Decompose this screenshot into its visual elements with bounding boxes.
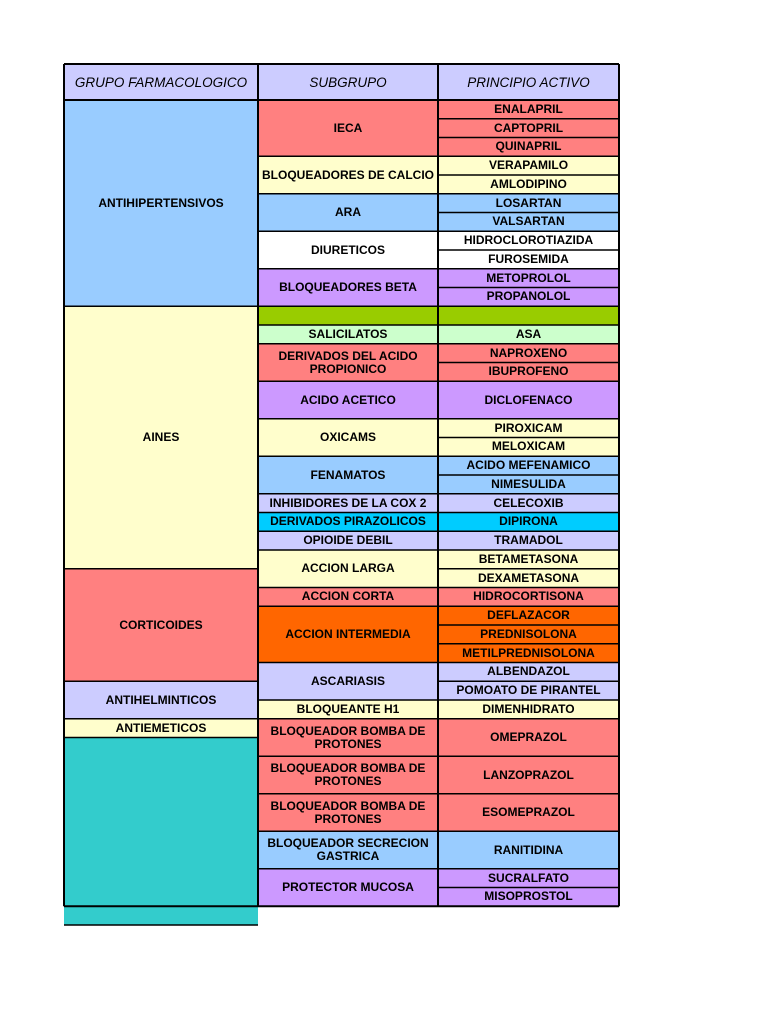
- group-cell: ANTIEMETICOS: [64, 719, 258, 738]
- active-ingredient-cell: ALBENDAZOL: [438, 663, 619, 682]
- active-ingredient-cell: ASA: [438, 325, 619, 344]
- column-header: SUBGRUPO: [258, 64, 438, 100]
- active-ingredient-cell: PIROXICAM: [438, 419, 619, 438]
- subgroup-cell: ACCION LARGA: [258, 550, 438, 588]
- active-ingredient-cell: DEXAMETASONA: [438, 569, 619, 588]
- subgroup-cell: BLOQUEADOR SECRECION GASTRICA: [258, 831, 438, 869]
- active-ingredient-cell: VERAPAMILO: [438, 156, 619, 175]
- active-ingredient-cell: RANITIDINA: [438, 831, 619, 869]
- active-ingredient-cell: POMOATO DE PIRANTEL: [438, 681, 619, 700]
- active-ingredient-cell: METOPROLOL: [438, 269, 619, 288]
- active-ingredient-cell: PROPANOLOL: [438, 288, 619, 307]
- active-ingredient-cell: DIMENHIDRATO: [438, 700, 619, 719]
- subgroup-cell: BLOQUEADORES DE CALCIO: [258, 156, 438, 194]
- active-ingredient-cell: IBUPROFENO: [438, 363, 619, 382]
- active-ingredient-cell: AMLODIPINO: [438, 175, 619, 194]
- active-ingredient-cell: METILPREDNISOLONA: [438, 644, 619, 663]
- group-cell: AINES: [64, 306, 258, 569]
- subgroup-cell: SALICILATOS: [258, 325, 438, 344]
- active-ingredient-cell: MELOXICAM: [438, 438, 619, 457]
- active-ingredient-cell: ENALAPRIL: [438, 100, 619, 119]
- group-cell: ANTIHIPERTENSIVOS: [64, 100, 258, 306]
- active-ingredient-cell: FUROSEMIDA: [438, 250, 619, 269]
- subgroup-cell: BLOQUEADOR BOMBA DE PROTONES: [258, 756, 438, 794]
- active-ingredient-cell: DIPIRONA: [438, 513, 619, 532]
- active-ingredient-cell: QUINAPRIL: [438, 138, 619, 157]
- subgroup-cell: DERIVADOS PIRAZOLICOS: [258, 513, 438, 532]
- subgroup-cell: ACIDO ACETICO: [258, 381, 438, 419]
- subgroup-cell: ACCION INTERMEDIA: [258, 606, 438, 662]
- active-ingredient-cell: BETAMETASONA: [438, 550, 619, 569]
- active-ingredient-cell: ESOMEPRAZOL: [438, 794, 619, 832]
- active-ingredient-cell: NAPROXENO: [438, 344, 619, 363]
- subgroup-cell: INHIBIDORES DE LA COX 2: [258, 494, 438, 513]
- active-ingredient-cell: ACIDO MEFENAMICO: [438, 456, 619, 475]
- subgroup-cell: BLOQUEADORES BETA: [258, 269, 438, 307]
- subgroup-cell: DIURETICOS: [258, 231, 438, 269]
- subgroup-cell: ARA: [258, 194, 438, 232]
- active-ingredient-cell: MISOPROSTOL: [438, 888, 619, 907]
- subgroup-cell: [258, 306, 438, 325]
- subgroup-cell: OXICAMS: [258, 419, 438, 457]
- column-header: PRINCIPIO ACTIVO: [438, 64, 619, 100]
- subgroup-cell: BLOQUEADOR BOMBA DE PROTONES: [258, 719, 438, 757]
- subgroup-cell: ACCION CORTA: [258, 588, 438, 607]
- active-ingredient-cell: SUCRALFATO: [438, 869, 619, 888]
- subgroup-cell: IECA: [258, 100, 438, 156]
- subgroup-cell: PROTECTOR MUCOSA: [258, 869, 438, 907]
- active-ingredient-cell: VALSARTAN: [438, 213, 619, 232]
- active-ingredient-cell: LOSARTAN: [438, 194, 619, 213]
- subgroup-cell: DERIVADOS DEL ACIDO PROPIONICO: [258, 344, 438, 382]
- active-ingredient-cell: PREDNISOLONA: [438, 625, 619, 644]
- column-header: GRUPO FARMACOLOGICO: [64, 64, 258, 100]
- active-ingredient-cell: LANZOPRAZOL: [438, 756, 619, 794]
- active-ingredient-cell: HIDROCORTISONA: [438, 588, 619, 607]
- subgroup-cell: FENAMATOS: [258, 456, 438, 494]
- active-ingredient-cell: [438, 306, 619, 325]
- active-ingredient-cell: CELECOXIB: [438, 494, 619, 513]
- group-cell: [64, 738, 258, 926]
- active-ingredient-cell: DEFLAZACOR: [438, 606, 619, 625]
- active-ingredient-cell: CAPTOPRIL: [438, 119, 619, 138]
- subgroup-cell: BLOQUEADOR BOMBA DE PROTONES: [258, 794, 438, 832]
- active-ingredient-cell: OMEPRAZOL: [438, 719, 619, 757]
- active-ingredient-cell: TRAMADOL: [438, 531, 619, 550]
- subgroup-cell: BLOQUEANTE H1: [258, 700, 438, 719]
- group-cell: ANTIHELMINTICOS: [64, 681, 258, 719]
- active-ingredient-cell: NIMESULIDA: [438, 475, 619, 494]
- group-cell: CORTICOIDES: [64, 569, 258, 682]
- active-ingredient-cell: DICLOFENACO: [438, 381, 619, 419]
- subgroup-cell: OPIOIDE DEBIL: [258, 531, 438, 550]
- active-ingredient-cell: HIDROCLOROTIAZIDA: [438, 231, 619, 250]
- subgroup-cell: ASCARIASIS: [258, 663, 438, 701]
